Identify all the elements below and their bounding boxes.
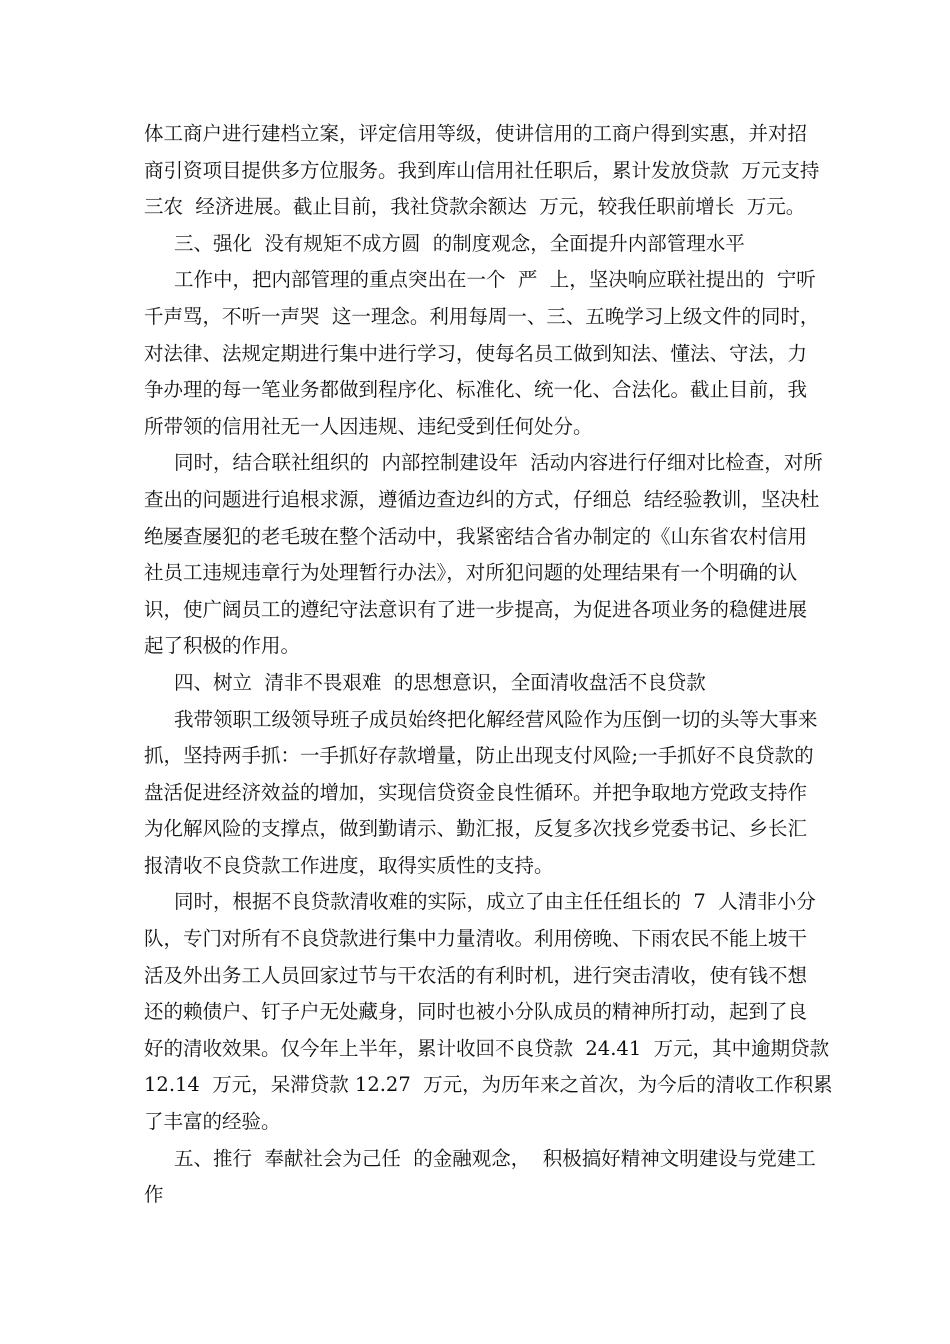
text-line: 好的清收效果。仅今年上半年，累计收回不良贷款 24.41 万元，其中逾期贷款 [144, 1036, 830, 1060]
text-line: 查出的问题进行追根求源，遵循边查边纠的方式，仔细总 结经验教训，坚决杜 [144, 487, 820, 511]
text-line: 五、推行 奉献社会为己任 的金融观念， 积极搞好精神文明建设与党建工 [174, 1146, 816, 1170]
text-line: 体工商户进行建档立案，评定信用等级，使讲信用的工商户得到实惠，并对招 [144, 122, 808, 145]
text-line: 所带领的信用社无一人因违规、违纪受到任何处分。 [144, 414, 593, 438]
text-line: 三农 经济进展。截止目前，我社贷款余额达 万元，较我任职前增长 万元。 [144, 195, 806, 219]
text-line: 12.14 万元，呆滞贷款 12.27 万元，为历年来之首次，为今后的清收工作积累 [144, 1073, 833, 1097]
text-line: 对法律、法规定期进行集中进行学习，使每名员工做到知法、懂法、守法，力 [144, 341, 808, 365]
text-line: 争办理的每一笔业务都做到程序化、标准化、统一化、合法化。截止目前，我 [144, 378, 808, 402]
text-line: 起了积极的作用。 [144, 634, 301, 658]
text-line: 社员工违规违章行为处理暂行办法》，对所犯问题的处理结果有一个明确的认 [144, 561, 798, 585]
text-line: 同时，根据不良贷款清收难的实际，成立了由主任任组长的 7 人清非小分 [174, 890, 816, 914]
text-line: 工作中，把内部管理的重点突出在一个 严 上，坚决响应联社提出的 宁听 [174, 268, 816, 292]
text-line: 队，专门对所有不良贷款进行集中力量清收。利用傍晚、下雨农民不能上坡干 [144, 927, 808, 951]
text-line: 报清收不良贷款工作进度，取得实质性的支持。 [144, 853, 554, 877]
text-line: 同时，结合联社组织的 内部控制建设年 活动内容进行仔细对比检查，对所 [174, 451, 823, 475]
text-line: 盘活促进经济效益的增加，实现信贷资金良性循环。并把争取地方党政支持作 [144, 780, 808, 804]
text-line: 商引资项目提供多方位服务。我到库山信用社任职后，累计发放贷款 万元支持 [144, 158, 820, 182]
text-line: 为化解风险的支撑点，做到勤请示、勤汇报，反复多次找乡党委书记、乡长汇 [144, 817, 808, 841]
text-line: 三、强化 没有规矩不成方圆 的制度观念，全面提升内部管理水平 [174, 231, 745, 255]
text-line: 千声骂，不听一声哭 这一理念。利用每周一、三、五晚学习上级文件的同时， [144, 304, 820, 328]
text-line: 绝屡查屡犯的老毛玻在整个活动中，我紧密结合省办制定的《山东省农村信用 [144, 524, 808, 548]
text-line: 还的赖债户、钉子户无处藏身，同时也被小分队成员的精神所打动，起到了良 [144, 1000, 808, 1024]
text-line: 我带领职工级领导班子成员始终把化解经营风险作为压倒一切的头等大事来 [174, 707, 818, 731]
text-line: 四、树立 清非不畏艰难 的思想意识，全面清收盘活不良贷款 [174, 670, 706, 694]
text-line: 活及外出务工人员回家过节与干农活的有利时机，进行突击清收，使有钱不想 [144, 963, 808, 987]
text-line: 作 [144, 1183, 164, 1207]
document-page [144, 116, 833, 1214]
text-line: 了丰富的经验。 [144, 1110, 281, 1134]
text-line: 识，使广阔员工的遵纪守法意识有了进一步提高，为促进各项业务的稳健进展 [144, 597, 808, 621]
text-line: 抓，坚持两手抓：一手抓好存款增量，防止出现支付风险;一手抓好不良贷款的 [144, 744, 814, 768]
